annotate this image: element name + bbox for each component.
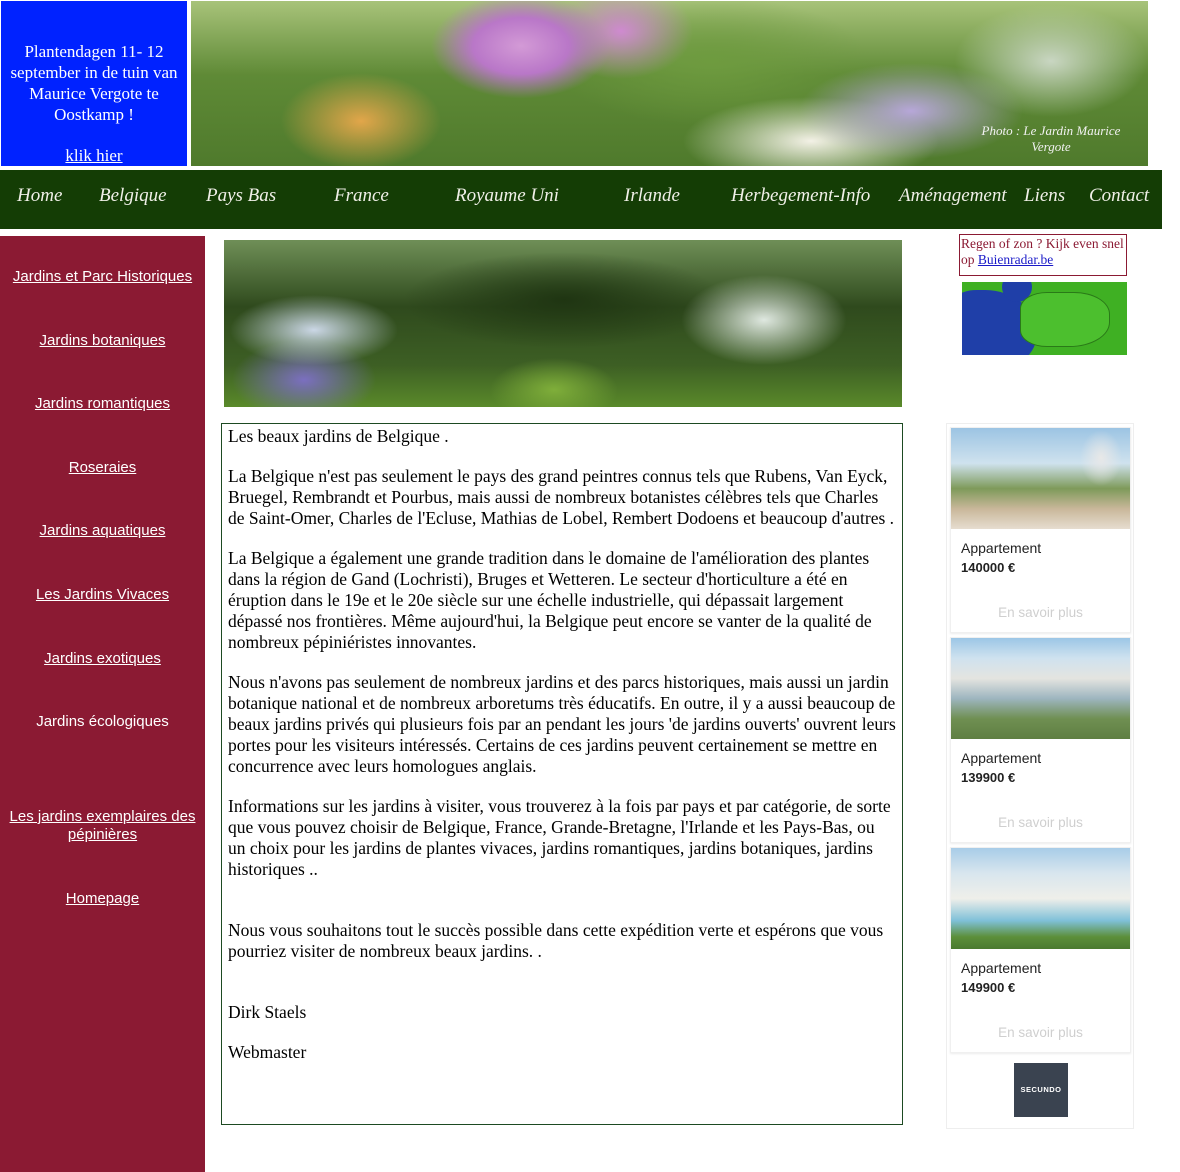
sidebar xyxy=(0,236,205,1172)
signature-role: Webmaster xyxy=(228,1042,307,1062)
promo-link[interactable]: klik hier xyxy=(65,146,123,165)
paragraph: Nous vous souhaitons tout le succès possible dans cette expédition verte et espérons que vous pourriez visiter de nombreux beaux jardins. . xyxy=(228,920,884,961)
ad-more-link[interactable]: En savoir plus xyxy=(998,815,1083,830)
sidebar-item-exotiques[interactable]: Jardins exotiques xyxy=(44,650,161,667)
ad-more-link[interactable]: En savoir plus xyxy=(998,605,1083,620)
ad-image[interactable] xyxy=(951,428,1130,529)
promo-line: september in de tuin van xyxy=(10,63,178,82)
paragraph: Informations sur les jardins à visiter, vous trouverez à la fois par pays et par catégorie, de sorte que vous pouvez choisir de Belgique, France, Grande-Bretagne, l'Irlande et les Pays-Bas, ou un choix pour les jardins de plantes vivaces, jardins romantiques, jardins botaniques, jardins historiques .. xyxy=(228,796,891,879)
ad-card[interactable] xyxy=(950,427,1131,633)
radar-land xyxy=(1020,292,1110,347)
nav-herbegement[interactable]: Herbegement-Info xyxy=(731,185,871,206)
content-heading: Les beaux jardins de Belgique . xyxy=(228,426,449,446)
radar-map[interactable] xyxy=(962,282,1127,355)
nav-royaume-uni[interactable]: Royaume Uni xyxy=(455,185,559,206)
sidebar-item-botaniques[interactable]: Jardins botaniques xyxy=(39,332,166,349)
ad-title: Appartement xyxy=(961,960,1042,976)
ad-price: 140000 € xyxy=(961,560,1016,575)
promo-banner xyxy=(1,1,187,166)
nav-irlande[interactable]: Irlande xyxy=(624,185,680,206)
paragraph: La Belgique n'est pas seulement le pays des grand peintres connus tels que Rubens, Van Eyck, Bruegel, Rembrandt et Pourbus, mais aussi de nombreux botanistes célèbres tels que Charles de Saint-Omer, Charles de l'Ecluse, Mathias de Lobel, Rembert Dodoens et beaucoup d'autres . xyxy=(228,466,895,528)
sidebar-item-roseraies[interactable]: Roseraies xyxy=(68,459,137,476)
sidebar-item-vivaces[interactable]: Les Jardins Vivaces xyxy=(35,586,170,603)
weather-text: Regen of zon ? Kijk even snel op xyxy=(961,236,1124,267)
sidebar-item-ecologiques: Jardins écologiques xyxy=(36,713,169,730)
sidebar-item-homepage[interactable]: Homepage xyxy=(65,890,140,907)
nav-liens[interactable]: Liens xyxy=(1024,185,1066,206)
main-content xyxy=(221,423,903,1125)
nav-pays-bas[interactable]: Pays Bas xyxy=(206,185,277,206)
ad-card[interactable] xyxy=(950,847,1131,1053)
ad-image[interactable] xyxy=(951,638,1130,739)
ad-price: 139900 € xyxy=(961,770,1016,785)
sidebar-item-pepinieres[interactable] xyxy=(0,808,205,844)
sidebar-item-label: pépinières xyxy=(67,826,138,843)
nav-france[interactable]: France xyxy=(334,185,389,206)
photo-credit-line: Photo : Le Jardin Maurice xyxy=(981,123,1121,138)
ad-column xyxy=(946,423,1134,1129)
promo-line: Plantendagen 11- 12 xyxy=(24,42,164,61)
promo-line: Maurice Vergote te xyxy=(29,84,159,103)
photo-credit xyxy=(976,123,1126,155)
header-photo xyxy=(191,1,1148,166)
weather-box xyxy=(959,234,1127,276)
photo-credit-line: Vergote xyxy=(1031,139,1071,154)
ad-title: Appartement xyxy=(961,540,1042,556)
top-navigation xyxy=(0,170,1162,229)
sidebar-item-romantiques[interactable]: Jardins romantiques xyxy=(34,395,171,412)
nav-amenagement[interactable]: Aménagement xyxy=(899,185,1007,206)
secundo-logo[interactable]: SECUNDO xyxy=(1014,1063,1068,1117)
paragraph: Nous n'avons pas seulement de nombreux jardins et des parcs historiques, mais aussi un jardin botanique national et de nombreux arboretums très éducatifs. En outre, il y a aussi beaucoup de beaux jardins privés qui plusieurs fois par an pendant les jours 'de jardins ouverts' ouvrent leurs portes pour les visiteurs intéressés. Certains de ces jardins peuvent certainement se mettre en concurrence avec leurs homologues anglais. xyxy=(228,672,896,776)
sidebar-item-historiques[interactable]: Jardins et Parc Historiques xyxy=(12,268,193,285)
ad-card[interactable] xyxy=(950,637,1131,843)
ad-price: 149900 € xyxy=(961,980,1016,995)
sidebar-item-label: Les jardins exemplaires des xyxy=(9,808,196,825)
sidebar-item-aquatiques[interactable]: Jardins aquatiques xyxy=(39,522,166,539)
garden-photo xyxy=(224,240,902,407)
buienradar-link[interactable]: Buienradar.be xyxy=(977,252,1054,267)
nav-belgique[interactable]: Belgique xyxy=(99,185,167,206)
signature: Dirk Staels xyxy=(228,1002,307,1022)
nav-home[interactable]: Home xyxy=(17,185,63,206)
promo-line: Oostkamp ! xyxy=(54,105,134,124)
paragraph: La Belgique a également une grande tradition dans le domaine de l'amélioration des plantes dans la région de Gand (Lochristi), Bruges et Wetteren. Le secteur d'horticulture a été en éruption dans le 19e et le 20e siècle sur une échelle industrielle, qui dépassait largement dépassé nos frontières. Même aujourd'hui, la Belgique peut encore se vanter de la qualité de nombreux pépiniéristes innovantes. xyxy=(228,548,872,652)
ad-more-link[interactable]: En savoir plus xyxy=(998,1025,1083,1040)
nav-contact[interactable]: Contact xyxy=(1089,185,1150,206)
ad-title: Appartement xyxy=(961,750,1042,766)
ad-image[interactable] xyxy=(951,848,1130,949)
